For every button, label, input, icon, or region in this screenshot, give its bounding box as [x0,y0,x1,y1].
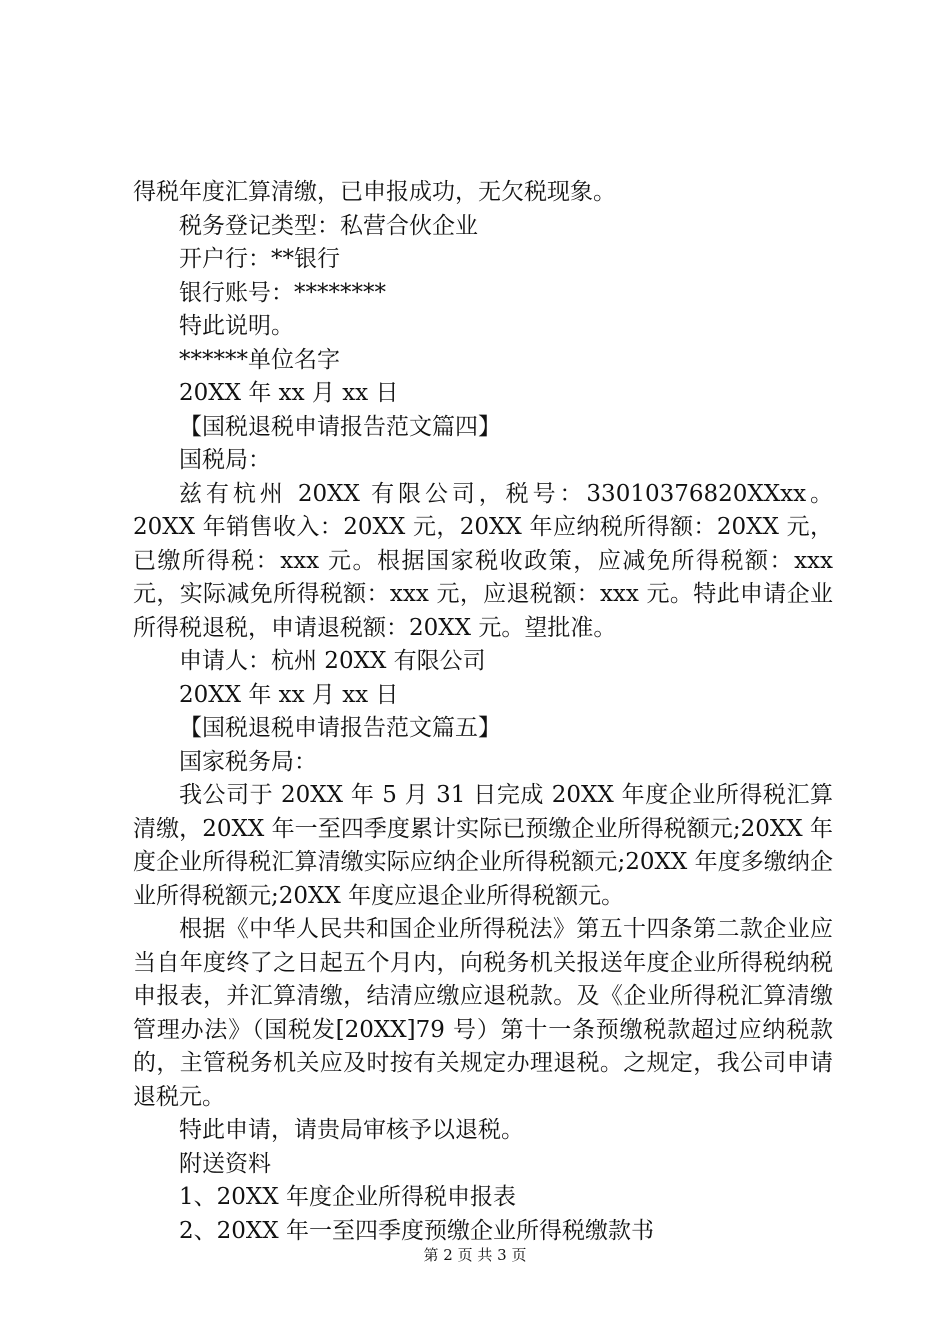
section-heading-4: 【国税退税申请报告范文篇四】 [179,413,501,440]
section-heading-5: 【国税退税申请报告范文篇五】 [179,715,501,741]
date-line: 20XX 年 xx 月 xx 日 [179,681,399,708]
attachment-item: 1、20XX 年度企业所得税申报表 [179,1184,516,1210]
tax-registration-type: 税务登记类型：私营合伙企业 [179,212,478,239]
text-line: 得税年度汇算清缴，已申报成功，无欠税现象。 [133,179,616,205]
addressee-5: 国家税务局： [179,748,317,775]
opening-bank: 开户行：**银行 [179,246,340,272]
date-line: 20XX 年 xx 月 xx 日 [179,380,399,406]
statement-closing: 特此说明。 [179,313,294,339]
addressee-4: 国税局： [179,447,271,473]
body-paragraph-4: 兹有杭州 20XX 有限公司，税号：33010376820XXxx。20XX 年销售收入：20XX 元，20XX 年应纳税所得额：20XX 元，已缴所得税：xxx 元。根据国家税收政策，应减免所得税额：xxx 元，实际减免所得税额：xxx 元，应退税额：xxx 元。特此申请企业所得税退税，申请退税额：20XX 元。望批准。 [133,480,833,641]
attachments-heading: 附送资料 [179,1150,271,1177]
applicant-line: 申请人：杭州 20XX 有限公司 [179,648,486,674]
unit-name: ******单位名字 [179,346,340,373]
body-paragraph-5b: 根据《中华人民共和国企业所得税法》第五十四条第二款企业应当自年度终了之日起五个月内，向税务机关报送年度企业所得税纳税申报表，并汇算清缴，结清应缴应退税款。及《企业所得税汇算清缴管理办法》（国税发[20XX]79 号）第十一条预缴税款超过应纳税款的，主管税务机关应及时按有关规定办理退税。之规定，我公司申请退税元。 [133,916,833,1110]
page-footer: 第 2 页 共 3 页 [423,1246,527,1264]
bank-account: 银行账号：******** [179,279,386,306]
body-paragraph-5a: 我公司于 20XX 年 5 月 31 日完成 20XX 年度企业所得税汇算清缴，20XX 年一至四季度累计实际已预缴企业所得税额元;20XX 年度企业所得税汇算清缴实际应纳企业所得税额元;20XX 年度多缴纳企业所得税额元;20XX 年度应退企业所得税额元。 [133,782,833,909]
document-body [133,176,833,1248]
attachment-item: 2、20XX 年一至四季度预缴企业所得税缴款书 [179,1217,654,1244]
request-closing: 特此申请，请贵局审核予以退税。 [179,1117,524,1143]
